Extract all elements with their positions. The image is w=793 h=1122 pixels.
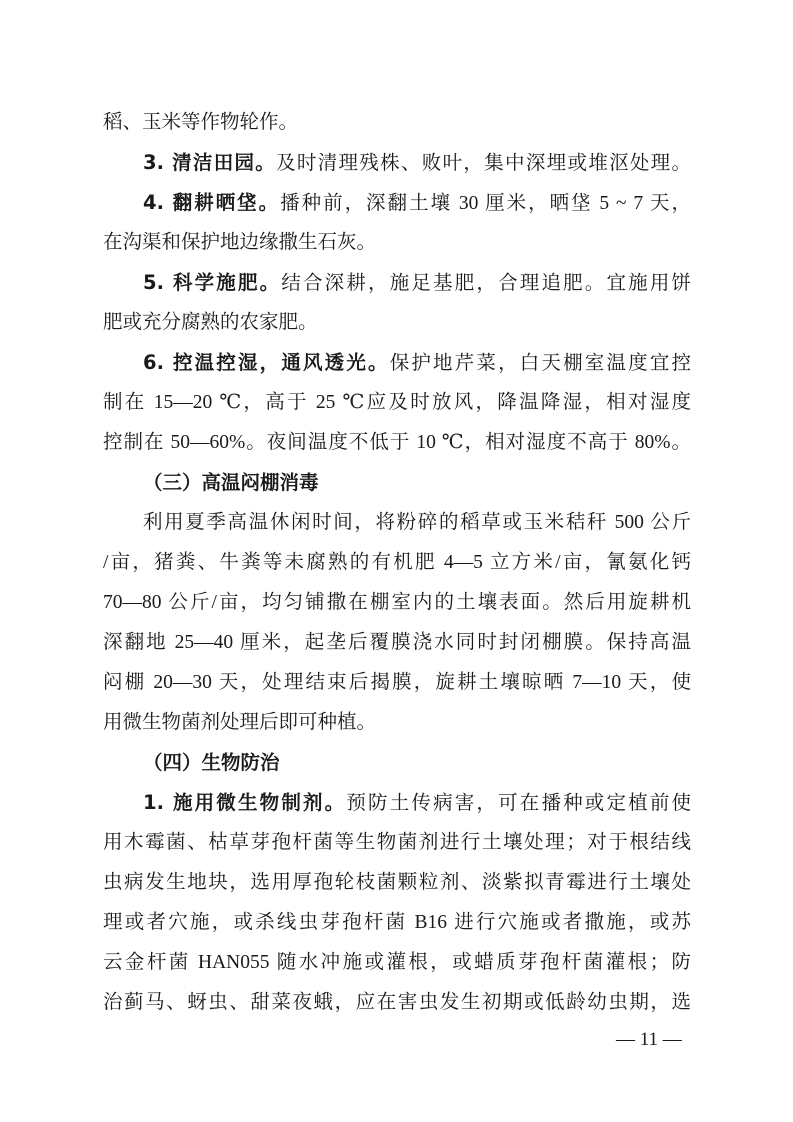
- text-line: [103, 183, 691, 223]
- line-text: 70—80 公斤/亩，均匀铺撒在棚室内的土壤表面。然后用旋耕机: [103, 592, 691, 613]
- line-text: 预防土传病害，可在播种或定植前使: [346, 793, 691, 814]
- line-text: 制在 15—20 ℃，高于 25 ℃应及时放风，降温降湿，相对湿度: [103, 392, 691, 413]
- line-text: 用木霉菌、枯草芽孢杆菌等生物菌剂进行土壤处理；对于根结线: [103, 832, 691, 853]
- line-text: 虫病发生地块，选用厚孢轮枝菌颗粒剂、淡紫拟青霉进行土壤处: [103, 872, 691, 893]
- page-number: — 11 —: [616, 1029, 682, 1050]
- item-title: 3. 清洁田园。: [143, 151, 277, 174]
- text-line: [103, 983, 691, 1023]
- section-heading: [103, 463, 691, 503]
- line-text: 肥或充分腐熟的农家肥。: [103, 312, 318, 333]
- heading-text: （三）高温闷棚消毒: [143, 471, 319, 494]
- item-title: 4. 翻耕晒垡。: [143, 191, 281, 214]
- line-text: 及时清理残株、败叶，集中深埋或堆沤处理。: [276, 153, 691, 174]
- line-text: 稻、玉米等作物轮作。: [103, 112, 299, 133]
- line-text: 治蓟马、蚜虫、甜菜夜蛾，应在害虫发生初期或低龄幼虫期，选: [103, 992, 691, 1013]
- text-line: [103, 783, 691, 823]
- text-line: [103, 143, 691, 183]
- text-line: [103, 623, 691, 663]
- line-text: 利用夏季高温休闲时间，将粉碎的稻草或玉米秸秆 500 公斤: [143, 512, 691, 533]
- text-line: [103, 383, 691, 423]
- line-text: 用微生物菌剂处理后即可种植。: [103, 712, 377, 733]
- text-line: [103, 343, 691, 383]
- text-line: [103, 663, 691, 703]
- item-title: 6. 控温控湿，通风透光。: [143, 351, 390, 374]
- text-line: [103, 103, 691, 143]
- text-line: [103, 263, 691, 303]
- text-line: [103, 423, 691, 463]
- item-title: 5. 科学施肥。: [143, 271, 282, 294]
- document-body: [103, 103, 691, 1023]
- line-text: 在沟渠和保护地边缘撒生石灰。: [103, 232, 377, 253]
- line-text: 控制在 50—60%。夜间温度不低于 10 ℃，相对湿度不高于 80%。: [103, 432, 691, 453]
- text-line: [103, 863, 691, 903]
- line-text: 云金杆菌 HAN055 随水冲施或灌根，或蜡质芽孢杆菌灌根；防: [103, 952, 691, 973]
- text-line: [103, 543, 691, 583]
- text-line: [103, 903, 691, 943]
- line-text: 保护地芹菜，白天棚室温度宜控: [389, 353, 691, 374]
- text-line: [103, 703, 691, 743]
- text-line: [103, 943, 691, 983]
- text-line: [103, 223, 691, 263]
- line-text: /亩，猪粪、牛粪等未腐熟的有机肥 4—5 立方米/亩，氰氨化钙: [103, 552, 691, 573]
- heading-text: （四）生物防治: [143, 751, 280, 774]
- text-line: [103, 583, 691, 623]
- line-text: 理或者穴施，或杀线虫芽孢杆菌 B16 进行穴施或者撒施，或苏: [103, 912, 691, 933]
- line-text: 结合深耕，施足基肥，合理追肥。宜施用饼: [281, 273, 691, 294]
- line-text: 播种前，深翻土壤 30 厘米，晒垡 5 ~ 7 天，: [280, 193, 691, 214]
- line-text: 闷棚 20—30 天，处理结束后揭膜，旋耕土壤晾晒 7—10 天，使: [103, 672, 691, 693]
- line-text: 深翻地 25—40 厘米，起垄后覆膜浇水同时封闭棚膜。保持高温: [103, 632, 691, 653]
- item-title: 1. 施用微生物制剂。: [143, 791, 347, 814]
- section-heading: [103, 743, 691, 783]
- text-line: [103, 823, 691, 863]
- text-line: [103, 503, 691, 543]
- text-line: [103, 303, 691, 343]
